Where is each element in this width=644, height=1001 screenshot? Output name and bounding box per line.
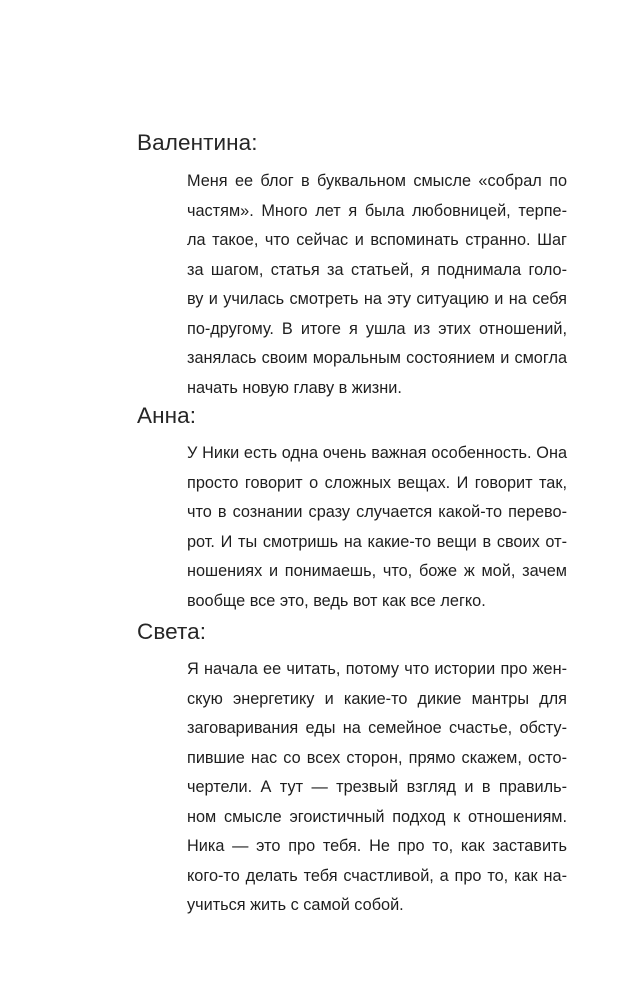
text-line: Меня ее блог в буквальном смысле «собрал по [187, 172, 567, 190]
text-line: Я начала ее читать, потому что истории про жен- [187, 660, 567, 678]
text-line: ву и училась смотреть на эту ситуацию и на себя [187, 290, 567, 308]
text-line: ношениях и понимаешь, что, боже ж мой, зачем [187, 562, 567, 580]
text-line: просто говорит о сложных вещах. И говорит так, [187, 473, 567, 492]
testimonial-text [187, 167, 567, 403]
testimonial-author-name: Света: [137, 619, 207, 644]
text-line: рот. И ты смотришь на какие-то вещи в своих от- [187, 532, 567, 551]
text-line: учиться жить с самой собой. [187, 896, 404, 914]
text-line: Ника — это про тебя. Не про то, как заставить [187, 837, 567, 855]
text-line: пившие нас со всех сторон, прямо скажем, осто- [187, 748, 567, 767]
text-line: что в сознании сразу случается какой-то перево- [187, 503, 567, 521]
testimonial-author-name: Анна: [137, 403, 197, 428]
testimonial-text [187, 655, 567, 921]
text-line: ла такое, что сейчас и вспоминать странно. Шаг [187, 231, 567, 249]
text-line: занялась своим моральным состоянием и смогла [187, 349, 567, 367]
text-line: У Ники есть одна очень важная особенность. Она [187, 444, 567, 462]
text-line: вообще все это, ведь вот как все легко. [187, 591, 486, 610]
text-line: заговаривания еды на семейное счастье, обсту- [187, 719, 567, 737]
text-line: начать новую главу в жизни. [187, 378, 402, 397]
text-line: кого-то делать тебя счастливой, а про то, как на- [187, 866, 567, 885]
text-line: скую энергетику и какие-то дикие мантры для [187, 689, 567, 708]
text-line: ном смысле эгоистичный подход к отношениям. [187, 807, 567, 826]
testimonial-text [187, 439, 567, 616]
text-line: чертели. А тут — трезвый взгляд и в правиль- [187, 778, 567, 796]
text-line: по-другому. В итоге я ушла из этих отношений, [187, 319, 567, 338]
text-line: за шагом, статья за статьей, я поднимала голо- [187, 260, 567, 279]
text-line: частям». Много лет я была любовницей, терпе- [187, 201, 567, 220]
testimonial-author-name: Валентина: [137, 130, 258, 155]
